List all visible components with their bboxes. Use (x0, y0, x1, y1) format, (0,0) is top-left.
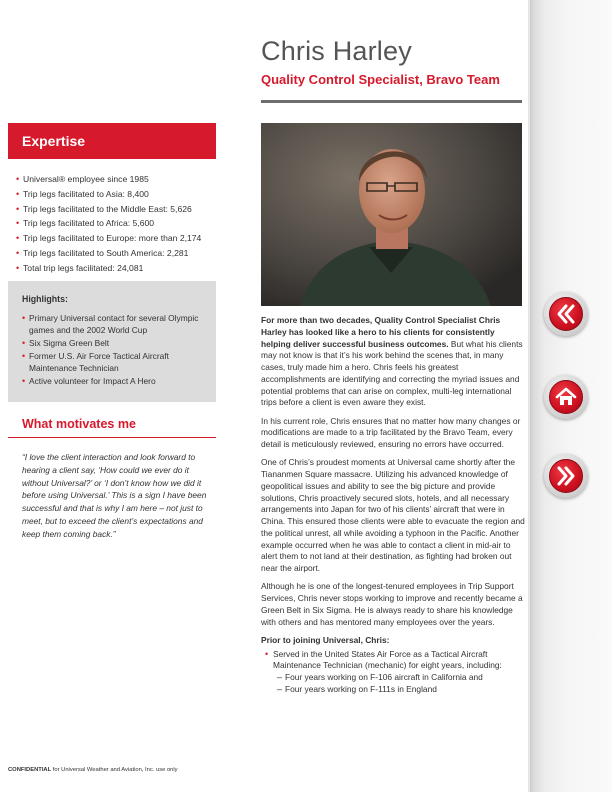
expertise-list (16, 172, 216, 276)
motivates-title: What motivates me (22, 417, 136, 431)
title-divider (261, 100, 522, 103)
bullet-icon: • (22, 313, 26, 323)
home-button[interactable] (544, 375, 588, 419)
bio-paragraph: In his current role, Chris ensures that no matter how many changes or modifications are made to a trip facilitated by the Bravo Team, every detail is meticulously reviewed, ensuring no errors have occurred. (261, 415, 521, 449)
bullet-icon: • (16, 218, 20, 229)
list-item: • Trip legs facilitated to the Middle East: 5,626 (16, 202, 216, 217)
list-item: • Six Sigma Green Belt (22, 338, 110, 349)
list-item: – Four years working on F-111s in England (277, 683, 437, 694)
motivates-divider (8, 437, 216, 438)
bio-paragraph: Although he is one of the longest-tenured employees in Trip Support Services, Chris never stops working to improve and recently became a Green Belt in Six Sigma. He is always ready to share his knowledge with others and has mentored many employees over the years. (261, 581, 523, 627)
highlights-panel (8, 281, 216, 402)
prior-sublist (273, 672, 525, 696)
dash-icon: – (277, 672, 283, 682)
motivation-quote: “I love the client interaction and look forward to hearing a client say, ‘How could we ever do it without Universal?’ or ‘I don’t know how we did it before using Universal.’ This is a sign I have been successful and that is why I am here – not just to meet, but to exceed the client’s expectations and keep them coming back.” (22, 452, 207, 539)
highlights-title: Highlights: (22, 294, 68, 304)
bullet-icon: • (16, 203, 20, 214)
profile-photo (261, 123, 522, 306)
double-chevron-left-icon (549, 297, 583, 331)
list-item: • Universal® employee since 1985 (16, 172, 216, 187)
next-button[interactable] (544, 454, 588, 498)
bio-paragraph: One of Chris’s proudest moments at Universal came shortly after the Tiananmen Square massacre. Utilizing his advanced knowledge of geopolitical issues and ability to see the big picture and provide solutions, Chris proactively secured slots, hotels, and all necessary arrangements into Japan for two of his clients’ aircraft that were in China. This ensured those clients were able to evacuate the region and the political unrest, all while avoiding a typhoon in the Pacific. Another example occurred when he was able to contact a client in mid-air to alert them to not land at their destination, as fighting had broken out near the airport. (261, 457, 525, 573)
list-item: • Trip legs facilitated to Europe: more than 2,174 (16, 231, 216, 246)
highlights-list (22, 313, 208, 390)
list-item: • Trip legs facilitated to South America: 2,281 (16, 246, 216, 261)
bullet-icon: • (16, 247, 20, 258)
footer-notice (8, 767, 178, 773)
footer-rest: for Universal Weather and Aviation, Inc. use only (51, 767, 178, 773)
list-item: • Trip legs facilitated to Africa: 5,600 (16, 216, 216, 231)
bullet-icon: • (16, 262, 20, 273)
footer-confidential: CONFIDENTIAL (8, 767, 52, 773)
list-item: • Primary Universal contact for several Olympic games and the 2002 World Cup (22, 313, 199, 335)
bullet-icon: • (22, 376, 26, 387)
prior-title: Prior to joining Universal, Chris: (261, 634, 390, 645)
list-item: • Former U.S. Air Force Tactical Aircraft Maintenance Technician (22, 351, 169, 374)
expertise-title: Expertise (22, 133, 86, 149)
bio-lead: For more than two decades, Quality Control Specialist Chris Harley has looked like a hero to his clients for consistently helping deliver successful business outcomes. (261, 315, 501, 349)
previous-button[interactable] (544, 292, 588, 336)
bio-paragraph: For more than two decades, Quality Control Specialist Chris Harley has looked like a hero to his clients for consistently helping deliver successful business outcomes. But what his clients may not know is that it’s his work behind the scenes that, in many cases, truly made him a hero. Chris feels his greatest accomplishments are identifying and correcting the myriad issues and potential problems that can arise on complex, multi-leg international trips before a client is even aware they exist. (261, 315, 523, 408)
bullet-icon: • (265, 648, 269, 659)
person-name: Chris Harley (261, 36, 412, 66)
dash-icon: – (277, 683, 283, 694)
list-item: • Active volunteer for Impact A Hero (22, 376, 156, 387)
double-chevron-right-icon (549, 459, 583, 493)
bullet-icon: • (16, 233, 20, 244)
list-item: • Served in the United States Air Force as a Tactical Aircraft Maintenance Technician (mechanic) for eight years, including: – Four years working on F-106 aircraft in California and – Four years working on F-111s in England (265, 649, 525, 696)
bio-body (261, 315, 525, 696)
list-item: • Total trip legs facilitated: 24,081 (16, 261, 216, 276)
home-icon (549, 380, 583, 414)
bullet-icon: • (22, 338, 26, 349)
bullet-icon: • (16, 188, 20, 199)
bullet-icon: • (22, 351, 26, 362)
bullet-icon: • (16, 174, 20, 184)
prior-list (261, 649, 525, 696)
expertise-header (8, 123, 216, 159)
list-item: • Trip legs facilitated to Asia: 8,400 (16, 187, 216, 202)
page-edge-shadow (528, 0, 532, 792)
list-item: – Four years working on F-106 aircraft in California and (277, 672, 483, 682)
person-role: Quality Control Specialist, Bravo Team (261, 72, 500, 87)
